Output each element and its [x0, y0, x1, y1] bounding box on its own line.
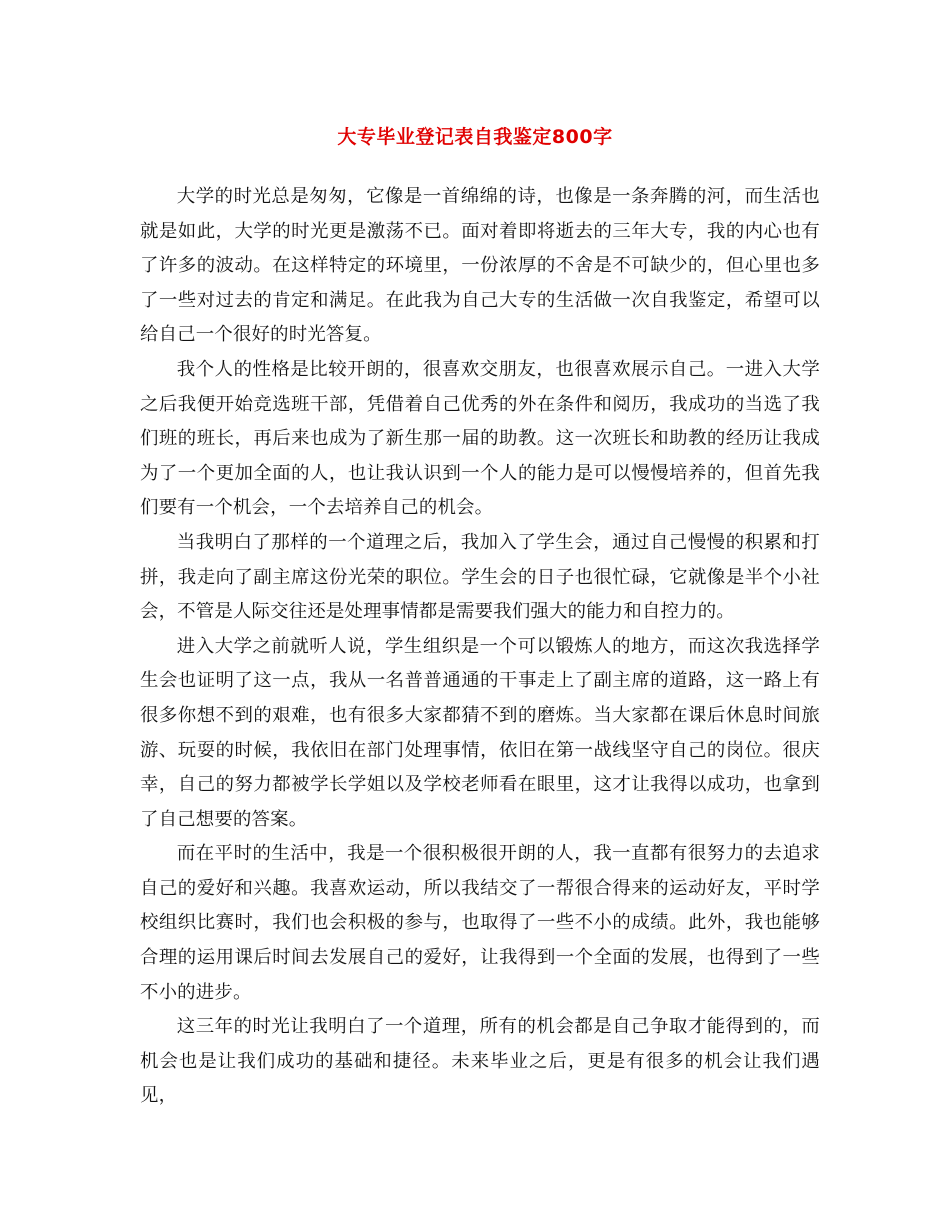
paragraph-2: 我个人的性格是比较开朗的，很喜欢交朋友，也很喜欢展示自己。一进入大学之后我便开始竞选班干部，凭借着自己优秀的外在条件和阅历，我成功的当选了我们班的班长，再后来也成为了新生那一届的助教。这一次班长和助教的经历让我成为了一个更加全面的人，也让我认识到一个人的能力是可以慢慢培养的，但首先我们要有一个机会，一个去培养自己的机会。	[140, 358, 820, 519]
document-body	[140, 180, 820, 1114]
paragraph-3: 当我明白了那样的一个道理之后，我加入了学生会，通过自己慢慢的积累和打拼，我走向了副主席这份光荣的职位。学生会的日子也很忙碌，它就像是半个小社会，不管是人际交往还是处理事情都是需要我们强大的能力和自控力的。	[140, 531, 820, 623]
paragraph-1: 大学的时光总是匆匆，它像是一首绵绵的诗，也像是一条奔腾的河，而生活也就是如此，大学的时光更是激荡不已。面对着即将逝去的三年大专，我的内心也有了许多的波动。在这样特定的环境里，一份浓厚的不舍是不可缺少的，但心里也多了一些对过去的肯定和满足。在此我为自己大专的生活做一次自我鉴定，希望可以给自己一个很好的时光答复。	[140, 186, 820, 346]
paragraph-6: 这三年的时光让我明白了一个道理，所有的机会都是自己争取才能得到的，而机会也是让我们成功的基础和捷径。未来毕业之后，更是有很多的机会让我们遇见，	[140, 1016, 820, 1107]
document-title: 大专毕业登记表自我鉴定800字	[337, 126, 613, 148]
paragraph-5: 而在平时的生活中，我是一个很积极很开朗的人，我一直都有很努力的去追求自己的爱好和兴趣。我喜欢运动，所以我结交了一帮很合得来的运动好友，平时学校组织比赛时，我们也会积极的参与，也取得了一些不小的成绩。此外，我也能够合理的运用课后时间去发展自己的爱好，让我得到一个全面的发展，也得到了一些不小的进步。	[140, 843, 820, 1003]
paragraph-4: 进入大学之前就听人说，学生组织是一个可以锻炼人的地方，而这次我选择学生会也证明了这一点，我从一名普普通通的干事走上了副主席的道路，这一路上有很多你想不到的艰难，也有很多大家都猜不到的磨炼。当大家都在课后休息时间旅游、玩耍的时候，我依旧在部门处理事情，依旧在第一战线坚守自己的岗位。很庆幸，自己的努力都被学长学姐以及学校老师看在眼里，这才让我得以成功，也拿到了自己想要的答案。	[140, 635, 820, 830]
